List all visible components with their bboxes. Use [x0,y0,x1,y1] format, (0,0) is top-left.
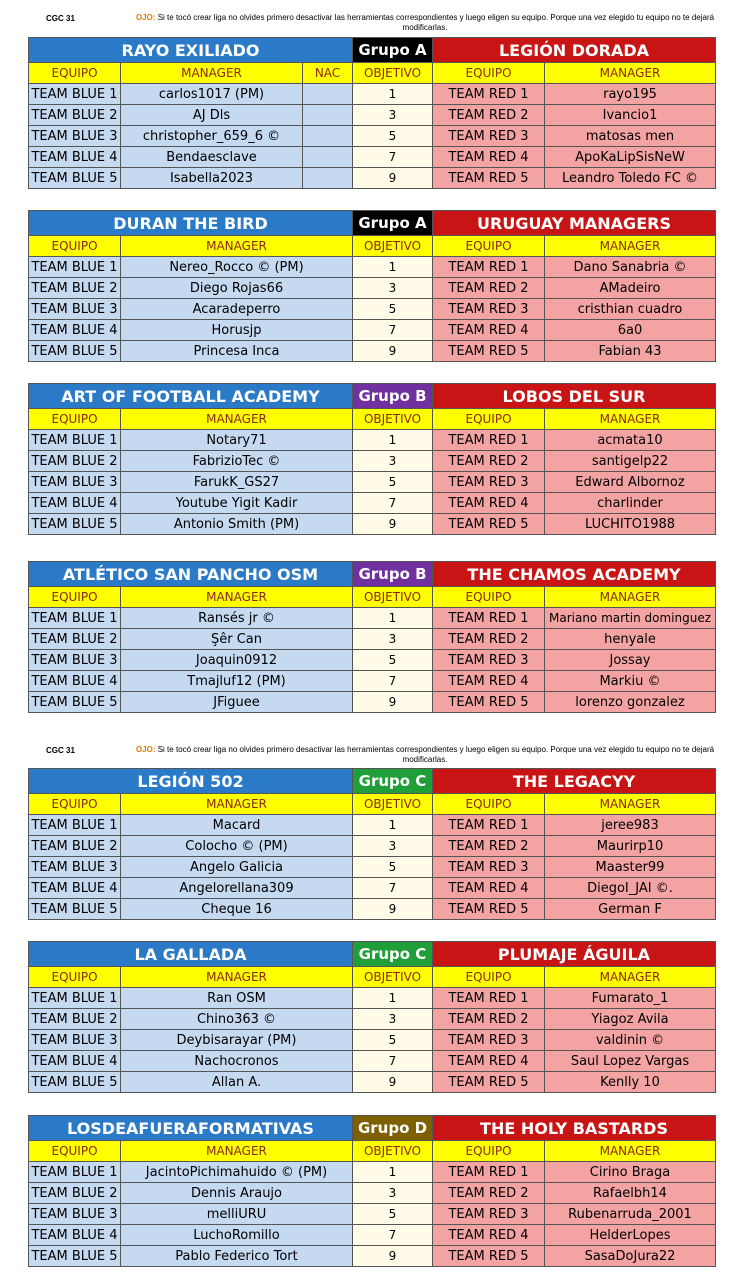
red-manager: Rafaelbh14 [545,1183,716,1204]
red-manager: Dano Sanabria © [545,257,716,278]
match-table [28,37,733,189]
blue-slot: TEAM BLUE 5 [29,899,121,920]
blue-slot: TEAM BLUE 5 [29,1072,121,1093]
red-manager: 6a0 [545,320,716,341]
red-manager: acmata10 [545,430,716,451]
objective-value: 5 [353,472,433,493]
objective-value: 1 [353,257,433,278]
blue-equipo-header: EQUIPO [29,1141,121,1162]
red-slot: TEAM RED 2 [433,1009,545,1030]
objective-value: 9 [353,341,433,362]
red-manager: Kenlly 10 [545,1072,716,1093]
objective-value: 1 [353,84,433,105]
red-slot: TEAM RED 4 [433,671,545,692]
blue-manager-header: MANAGER [121,409,353,430]
blue-manager: Antonio Smith (PM) [121,514,353,535]
red-manager-header: MANAGER [545,794,716,815]
blue-manager: Colocho © (PM) [121,836,353,857]
blue-slot: TEAM BLUE 4 [29,493,121,514]
objective-value: 5 [353,299,433,320]
blue-slot: TEAM BLUE 3 [29,472,121,493]
objective-value: 9 [353,1246,433,1267]
blue-equipo-header: EQUIPO [29,409,121,430]
blue-slot: TEAM BLUE 3 [29,126,121,147]
blue-slot: TEAM BLUE 4 [29,320,121,341]
blue-manager: Nereo_Rocco © (PM) [121,257,353,278]
blue-team-name: RAYO EXILIADO [29,37,353,63]
red-slot: TEAM RED 1 [433,430,545,451]
red-manager: Maaster99 [545,857,716,878]
blue-slot: TEAM BLUE 5 [29,168,121,189]
red-manager-header: MANAGER [545,63,716,84]
objective-value: 3 [353,1183,433,1204]
objetivo-header: OBJETIVO [353,409,433,430]
objetivo-header: OBJETIVO [353,63,433,84]
red-team-name: URUGUAY MANAGERS [433,210,716,236]
red-manager: matosas men [545,126,716,147]
red-slot: TEAM RED 3 [433,472,545,493]
objetivo-header: OBJETIVO [353,587,433,608]
nac-cell [303,105,353,126]
red-manager: cristhian cuadro [545,299,716,320]
red-manager: santigelp22 [545,451,716,472]
blue-team-name: LOSDEAFUERAFORMATIVAS [29,1115,353,1141]
match-grid [28,768,733,920]
red-slot: TEAM RED 4 [433,320,545,341]
match-grid [28,941,733,1093]
blue-slot: TEAM BLUE 4 [29,1225,121,1246]
nac-cell [303,126,353,147]
blue-slot: TEAM BLUE 1 [29,257,121,278]
red-equipo-header: EQUIPO [433,794,545,815]
match-table [28,210,733,362]
red-manager: AMadeiro [545,278,716,299]
blue-manager-header: MANAGER [121,63,303,84]
match-grid [28,383,733,535]
blue-team-name: ART OF FOOTBALL ACADEMY [29,383,353,409]
red-slot: TEAM RED 5 [433,1072,545,1093]
red-slot: TEAM RED 4 [433,1225,545,1246]
blue-equipo-header: EQUIPO [29,967,121,988]
red-slot: TEAM RED 3 [433,1204,545,1225]
objective-value: 1 [353,1162,433,1183]
objective-value: 7 [353,147,433,168]
group-label: Grupo A [353,210,433,236]
objective-value: 5 [353,650,433,671]
red-slot: TEAM RED 2 [433,105,545,126]
red-manager: charlinder [545,493,716,514]
blue-manager: Angelo Galicia [121,857,353,878]
blue-manager: Chino363 © [121,1009,353,1030]
red-slot: TEAM RED 5 [433,514,545,535]
notice-body: Si te tocó crear liga no olvides primero desactivar las herramientas correspondientes y luego eligen su equipo. Porque una vez elegido tu equipo no te dejará modificarlas. [155,745,715,764]
blue-manager-header: MANAGER [121,794,353,815]
red-manager: Yiagoz Avila [545,1009,716,1030]
blue-manager: Horusjp [121,320,353,341]
objective-value: 9 [353,692,433,713]
blue-slot: TEAM BLUE 3 [29,1030,121,1051]
red-manager-header: MANAGER [545,587,716,608]
blue-manager: Ransés jr © [121,608,353,629]
red-slot: TEAM RED 1 [433,84,545,105]
blue-slot: TEAM BLUE 5 [29,514,121,535]
blue-slot: TEAM BLUE 1 [29,430,121,451]
red-slot: TEAM RED 2 [433,836,545,857]
red-equipo-header: EQUIPO [433,587,545,608]
red-equipo-header: EQUIPO [433,236,545,257]
objective-value: 7 [353,1051,433,1072]
blue-slot: TEAM BLUE 1 [29,988,121,1009]
blue-slot: TEAM BLUE 4 [29,878,121,899]
nac-cell [303,84,353,105]
objective-value: 3 [353,105,433,126]
red-team-name: THE HOLY BASTARDS [433,1115,716,1141]
red-manager: DiegoI_JAI ©. [545,878,716,899]
group-label: Grupo B [353,561,433,587]
objective-value: 3 [353,278,433,299]
red-manager: Jossay [545,650,716,671]
objective-value: 5 [353,1204,433,1225]
red-manager-header: MANAGER [545,967,716,988]
blue-slot: TEAM BLUE 3 [29,299,121,320]
group-label: Grupo C [353,941,433,967]
blue-manager: Cheque 16 [121,899,353,920]
blue-equipo-header: EQUIPO [29,63,121,84]
blue-slot: TEAM BLUE 4 [29,671,121,692]
group-label: Grupo D [353,1115,433,1141]
blue-slot: TEAM BLUE 2 [29,278,121,299]
red-manager: rayo195 [545,84,716,105]
blue-slot: TEAM BLUE 1 [29,1162,121,1183]
red-slot: TEAM RED 2 [433,278,545,299]
red-slot: TEAM RED 3 [433,299,545,320]
blue-slot: TEAM BLUE 2 [29,1183,121,1204]
objective-value: 9 [353,899,433,920]
blue-manager: Nachocronos [121,1051,353,1072]
red-team-name: THE CHAMOS ACADEMY [433,561,716,587]
red-slot: TEAM RED 3 [433,650,545,671]
objective-value: 7 [353,320,433,341]
red-slot: TEAM RED 5 [433,168,545,189]
red-manager: HelderLopes [545,1225,716,1246]
match-table [28,1115,733,1267]
blue-manager: melliURU [121,1204,353,1225]
objetivo-header: OBJETIVO [353,236,433,257]
red-slot: TEAM RED 2 [433,1183,545,1204]
blue-manager: christopher_659_6 © [121,126,303,147]
blue-slot: TEAM BLUE 1 [29,84,121,105]
objective-value: 3 [353,629,433,650]
blue-manager-header: MANAGER [121,236,353,257]
objective-value: 7 [353,878,433,899]
red-manager: Maurirp10 [545,836,716,857]
blue-manager: FabrizioTec © [121,451,353,472]
blue-manager-header: MANAGER [121,1141,353,1162]
blue-manager: Joaquin0912 [121,650,353,671]
blue-team-name: LA GALLADA [29,941,353,967]
blue-manager: Acaradeperro [121,299,353,320]
red-team-name: LOBOS DEL SUR [433,383,716,409]
blue-slot: TEAM BLUE 1 [29,608,121,629]
red-slot: TEAM RED 3 [433,857,545,878]
objective-value: 9 [353,514,433,535]
red-slot: TEAM RED 4 [433,878,545,899]
blue-manager: LuchoRomillo [121,1225,353,1246]
red-slot: TEAM RED 1 [433,257,545,278]
blue-equipo-header: EQUIPO [29,587,121,608]
red-manager: jeree983 [545,815,716,836]
red-slot: TEAM RED 1 [433,988,545,1009]
blue-equipo-header: EQUIPO [29,236,121,257]
match-grid [28,561,733,713]
red-manager: German F [545,899,716,920]
objective-value: 1 [353,430,433,451]
match-grid [28,37,733,189]
match-table [28,941,733,1093]
red-manager: ApoKaLipSisNeW [545,147,716,168]
objective-value: 9 [353,168,433,189]
objective-value: 7 [353,1225,433,1246]
red-manager-header: MANAGER [545,1141,716,1162]
group-label: Grupo B [353,383,433,409]
red-slot: TEAM RED 4 [433,147,545,168]
blue-manager: Princesa Inca [121,341,353,362]
red-manager: LUCHITO1988 [545,514,716,535]
blue-manager: AJ Dls [121,105,303,126]
objective-value: 5 [353,126,433,147]
blue-equipo-header: EQUIPO [29,794,121,815]
red-manager: Edward Albornoz [545,472,716,493]
notice-banner [0,10,747,38]
blue-manager: Ran OSM [121,988,353,1009]
red-manager: Ivancio1 [545,105,716,126]
red-manager: Cirino Braga [545,1162,716,1183]
match-grid [28,1115,733,1267]
red-team-name: THE LEGACYY [433,768,716,794]
match-table [28,561,733,713]
notice-banner [0,742,747,770]
red-manager: lorenzo gonzalez [545,692,716,713]
blue-slot: TEAM BLUE 2 [29,1009,121,1030]
objective-value: 3 [353,836,433,857]
blue-slot: TEAM BLUE 2 [29,451,121,472]
blue-manager: Isabella2023 [121,168,303,189]
red-manager: Rubenarruda_2001 [545,1204,716,1225]
objective-value: 1 [353,608,433,629]
notice-text [120,13,730,33]
red-equipo-header: EQUIPO [433,967,545,988]
blue-slot: TEAM BLUE 5 [29,1246,121,1267]
objective-value: 3 [353,451,433,472]
blue-manager: Notary71 [121,430,353,451]
red-slot: TEAM RED 5 [433,692,545,713]
blue-manager: Allan A. [121,1072,353,1093]
red-manager: Fumarato_1 [545,988,716,1009]
objective-value: 9 [353,1072,433,1093]
red-manager: Saul Lopez Vargas [545,1051,716,1072]
red-slot: TEAM RED 4 [433,1051,545,1072]
blue-manager: Bendaesclave [121,147,303,168]
red-slot: TEAM RED 3 [433,126,545,147]
blue-slot: TEAM BLUE 2 [29,105,121,126]
notice-ojo: OJO: [135,13,156,22]
red-manager: Fabian 43 [545,341,716,362]
red-slot: TEAM RED 3 [433,1030,545,1051]
blue-manager: Youtube Yigit Kadir [121,493,353,514]
blue-manager: Macard [121,815,353,836]
red-equipo-header: EQUIPO [433,1141,545,1162]
objetivo-header: OBJETIVO [353,1141,433,1162]
red-team-name: PLUMAJE ÁGUILA [433,941,716,967]
red-slot: TEAM RED 1 [433,1162,545,1183]
red-manager-header: MANAGER [545,236,716,257]
red-equipo-header: EQUIPO [433,63,545,84]
red-slot: TEAM RED 2 [433,451,545,472]
group-label: Grupo C [353,768,433,794]
blue-manager: JacintoPichimahuido © (PM) [121,1162,353,1183]
tournament-code: CGC 31 [46,14,75,23]
red-manager: henyale [545,629,716,650]
objective-value: 1 [353,988,433,1009]
blue-manager: carlos1017 (PM) [121,84,303,105]
blue-manager: Deybisarayar (PM) [121,1030,353,1051]
blue-manager-header: MANAGER [121,587,353,608]
notice-text [120,745,730,765]
objective-value: 5 [353,1030,433,1051]
notice-body: Si te tocó crear liga no olvides primero desactivar las herramientas correspondientes y luego eligen su equipo. Porque una vez elegido tu equipo no te dejará modificarlas. [155,13,715,32]
blue-manager: Dennis Araujo [121,1183,353,1204]
match-grid [28,210,733,362]
red-slot: TEAM RED 1 [433,608,545,629]
objective-value: 5 [353,857,433,878]
blue-manager: Tmajluf12 (PM) [121,671,353,692]
blue-team-name: DURAN THE BIRD [29,210,353,236]
blue-manager: Angelorellana309 [121,878,353,899]
match-table [28,768,733,920]
objective-value: 1 [353,815,433,836]
red-slot: TEAM RED 5 [433,341,545,362]
red-manager: Mariano martin dominguez [545,608,716,629]
blue-slot: TEAM BLUE 1 [29,815,121,836]
red-slot: TEAM RED 4 [433,493,545,514]
blue-team-name: LEGIÓN 502 [29,768,353,794]
red-slot: TEAM RED 5 [433,899,545,920]
blue-slot: TEAM BLUE 4 [29,1051,121,1072]
notice-ojo: OJO: [135,745,156,754]
objetivo-header: OBJETIVO [353,967,433,988]
group-label: Grupo A [353,37,433,63]
blue-team-name: ATLÉTICO SAN PANCHO OSM [29,561,353,587]
blue-manager: FarukK_GS27 [121,472,353,493]
blue-slot: TEAM BLUE 3 [29,650,121,671]
red-slot: TEAM RED 1 [433,815,545,836]
blue-manager: Şêr Can [121,629,353,650]
red-manager: Leandro Toledo FC © [545,168,716,189]
objetivo-header: OBJETIVO [353,794,433,815]
nac-cell [303,168,353,189]
blue-slot: TEAM BLUE 3 [29,857,121,878]
objective-value: 3 [353,1009,433,1030]
red-slot: TEAM RED 2 [433,629,545,650]
blue-slot: TEAM BLUE 5 [29,341,121,362]
tournament-code: CGC 31 [46,746,75,755]
blue-slot: TEAM BLUE 5 [29,692,121,713]
red-manager: Markiu © [545,671,716,692]
red-manager-header: MANAGER [545,409,716,430]
red-team-name: LEGIÓN DORADA [433,37,716,63]
blue-slot: TEAM BLUE 2 [29,836,121,857]
blue-manager-header: MANAGER [121,967,353,988]
blue-manager: Pablo Federico Tort [121,1246,353,1267]
nac-header: NAC [303,63,353,84]
blue-manager: JFiguee [121,692,353,713]
objective-value: 7 [353,671,433,692]
red-manager: valdinin © [545,1030,716,1051]
red-slot: TEAM RED 5 [433,1246,545,1267]
match-table [28,383,733,535]
blue-slot: TEAM BLUE 3 [29,1204,121,1225]
objective-value: 7 [353,493,433,514]
red-equipo-header: EQUIPO [433,409,545,430]
blue-manager: Diego Rojas66 [121,278,353,299]
blue-slot: TEAM BLUE 2 [29,629,121,650]
nac-cell [303,147,353,168]
red-manager: SasaDoJura22 [545,1246,716,1267]
blue-slot: TEAM BLUE 4 [29,147,121,168]
